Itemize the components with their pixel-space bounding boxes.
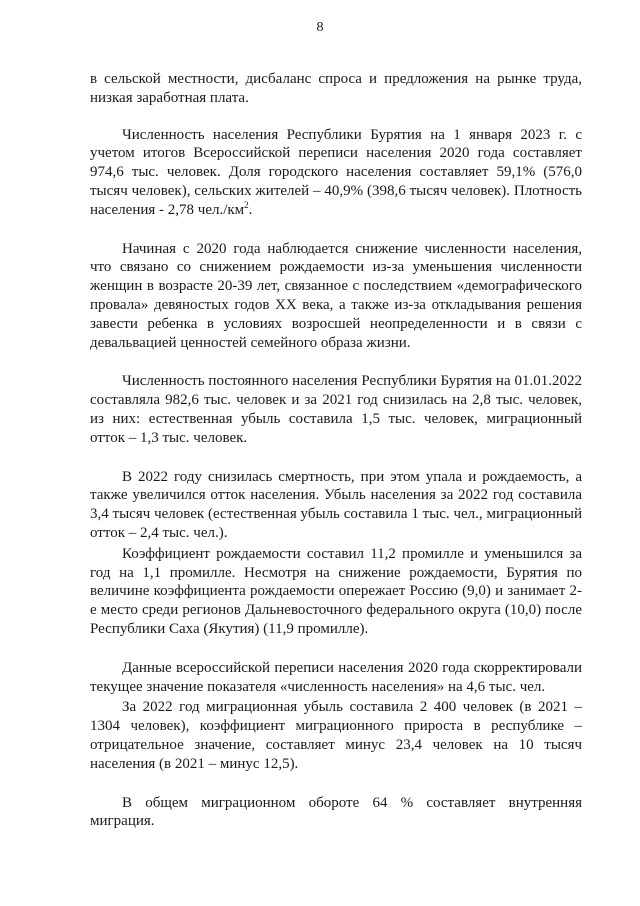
- paragraph-3: Начиная с 2020 года наблюдается снижение численности населения, что связано со снижением рождаемости из-за уменьшения численности женщин в возрасте 20-39 лет, связанное с последствием «демографического провала» девяностых годов XX века, а также из-за откладывания решения завести ребенка в условиях возросшей неопределенности и в связи с девальвацией ценностей семейного образа жизни.: [90, 240, 582, 351]
- paragraph-7: Данные всероссийской переписи населения 2020 года скорректировали текущее значение показателя «численность населения» на 4,6 тыс. чел.: [90, 659, 582, 695]
- paragraph-6: Коэффициент рождаемости составил 11,2 промилле и уменьшился за год на 1,1 промилле. Несмотря на снижение рождаемости, Бурятия по величине коэффициента рождаемости опережает Россию (9,0) и занимает 2-е место среди регионов Дальневосточного федерального округа (10,0) после Республики Саха (Якутия) (11,9 промилле).: [90, 545, 582, 637]
- paragraph-8: За 2022 год миграционная убыль составила 2 400 человек (в 2021 – 1304 человек), коэффициент миграционного прироста в республике – отрицательное значение, составляет минус 23,4 человек на 10 тысяч населения (в 2021 – минус 12,5).: [90, 699, 582, 772]
- paragraph-9: В общем миграционном обороте 64 % составляет внутренняя миграция.: [90, 794, 582, 830]
- document-body: [90, 70, 582, 831]
- paragraph-4: Численность постоянного населения Республики Бурятия на 01.01.2022 составляла 982,6 тыс. человек и за 2021 год снизилась на 2,8 тыс. человек, из них: естественная убыль составила 1,5 тыс. человек, миграционный отток – 1,3 тыс. человек.: [90, 373, 582, 446]
- paragraph-5: В 2022 году снизилась смертность, при этом упала и рождаемость, а также увеличился отток населения. Убыль населения за 2022 год составила 3,4 тысяч человек (естественная убыль составила 1 тыс. чел., миграционный отток – 2,4 тыс. чел.).: [90, 468, 582, 541]
- paragraph-2: Численность населения Республики Бурятия на 1 января 2023 г. с учетом итогов Всероссийской переписи населения 2020 года составляет 974,6 тыс. человек. Доля городского населения составляет 59,1% (576,0 тысяч человек), сельских жителей – 40,9% (398,6 тысяч человек). Плотность населения - 2,78 $чел./км^2$.: [90, 126, 582, 218]
- paragraph-1: в сельской местности, дисбаланс спроса и предложения на рынке труда, низкая заработная плата.: [90, 71, 582, 106]
- paragraph-2-text: Численность населения Республики Бурятия на 1 января 2023 г. с учетом итогов Всероссийской переписи населения 2020 года составляет 974,6 тыс. человек. Доля городского населения составляет 59,1% (576,0 тысяч человек), сельских жителей – 40,9% (398,6 тысяч человек). Плотность населения - 2,78 чел./км: [90, 126, 582, 218]
- page-number: 8: [316, 20, 324, 35]
- superscript-squared: 2: [244, 199, 249, 210]
